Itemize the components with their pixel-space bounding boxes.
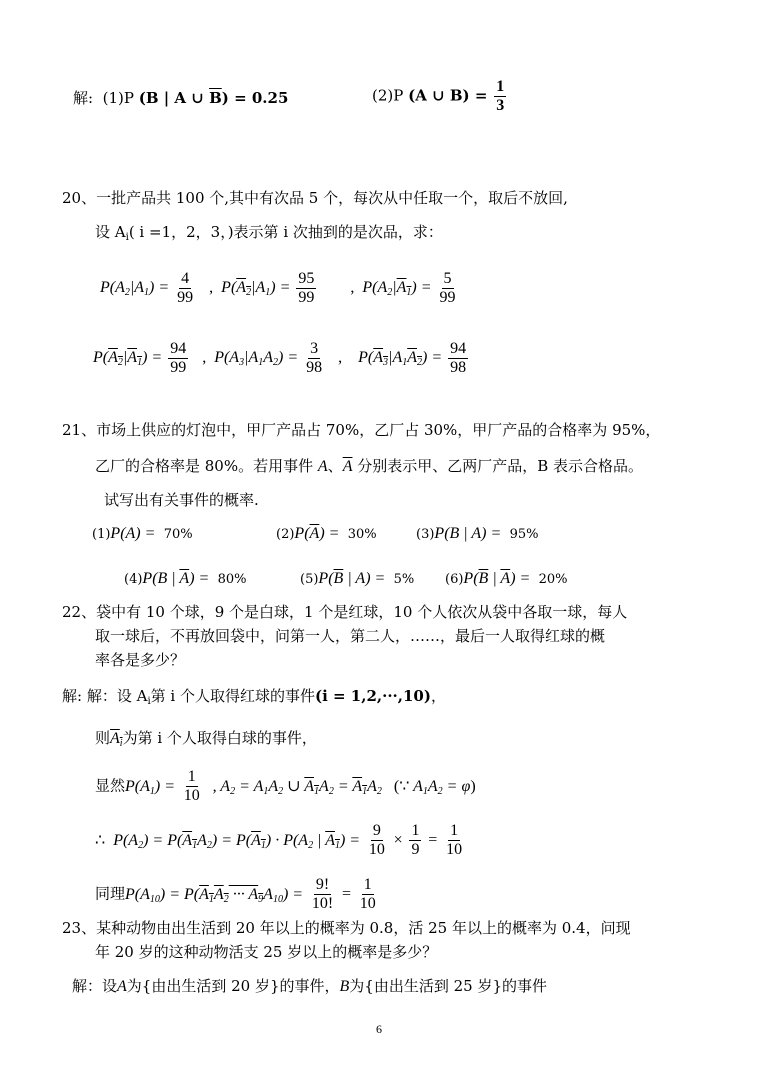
answer-part1-label: (1)P bbox=[102, 89, 134, 107]
q20-text-line2: 设 $A_i$( i =1，2，3，)表示第 i 次抽到的是次品，求： bbox=[95, 223, 443, 243]
fraction: $\frac{3}{98}$ bbox=[306, 340, 323, 376]
q22-text-line3: 率各是多少？ bbox=[95, 651, 186, 669]
answer-19-part2 bbox=[372, 78, 508, 115]
q21-text-line1: 21、市场上供应的灯泡中，甲厂产品占 70%，乙厂占 30%，甲厂产品的合格率为 95%， bbox=[62, 421, 661, 439]
q22-text-line1: 22、袋中有 10 个球，9 个是白球，1 个是红球，10 个人依次从袋中各取一球，每人 bbox=[62, 603, 628, 621]
q21-answer-row2: (4)P(B | $\overline{A}) = 80\%$ bbox=[124, 570, 247, 587]
answer-label: 解: bbox=[73, 89, 94, 107]
page-number: 6 bbox=[376, 1022, 382, 1036]
fraction: $\frac{4}{99}$ bbox=[177, 270, 194, 306]
q21-answer-row1c: (3)P(B | A) = 95% bbox=[416, 525, 539, 542]
q21-text-line3: 试写出有关事件的概率. bbox=[104, 491, 259, 509]
q21-answer-row2b: $(5)P(\overline{B}$ | A) = 5% bbox=[300, 570, 415, 587]
fraction: $\frac{95}{99}$ bbox=[298, 270, 315, 306]
fraction: $\frac{94}{98}$ bbox=[450, 340, 467, 376]
q20-text-line1: 20、一批产品共 100 个,其中有次品 5 个，每次从中任取一个，取后不放回, bbox=[62, 189, 568, 207]
fraction: $\frac{9}{10}$ bbox=[368, 822, 385, 858]
q20-formula-row1: $P(A_2|A_1)$ = $\frac{4}{99}$ , $P(A_2|A_1)$ = $\frac{95}{99}$ , $P(A_2|A_1)$ = $\frac{5}{99}$ bbox=[100, 270, 456, 306]
fraction-one-third: $\frac{1}{3}$ bbox=[496, 78, 505, 114]
fraction: $\frac{5}{99}$ bbox=[439, 270, 456, 306]
answer-part2-label: (2)P bbox=[372, 86, 404, 105]
q21-answer-row1: (1)P(A) = 70% bbox=[92, 525, 193, 542]
fraction: $\frac{9!}{10!}$ bbox=[311, 876, 334, 912]
q20-formula-row2: $P(A_2|A_1)$ = $\frac{94}{99}$ , $P(A_3|A_1A_2)$ = $\frac{3}{98}$ , $P(A_3|A_1A_2)$ = $\frac{94}{98}$ bbox=[93, 340, 467, 376]
q22-solution-line4: ∴ $P(A_2) = P(A_1A_2) = P(A_1) \cdot P(A_2$ | $A_1$) = $\frac{9}{10}$ × $\frac{1}{9}$ = $\frac{1}{10}$ bbox=[95, 822, 463, 858]
fraction: $\frac{94}{99}$ bbox=[170, 340, 187, 376]
fraction: $\frac{1}{10}$ bbox=[359, 876, 376, 912]
answer-part2-expr: (A ∪ B) = bbox=[408, 86, 488, 105]
fraction: $\frac{1}{10}$ bbox=[183, 768, 200, 804]
q22-solution-line1: 解: 解：设 $A_i$第 i 个人取得红球的事件(i = 1,2,···,10)， bbox=[62, 687, 446, 707]
q22-text-line2: 取一球后，不再放回袋中，问第一人，第二人，……，最后一人取得红球的概 bbox=[95, 627, 606, 645]
answer-part1-expr: (B | A ∪ $\overline{B}) = 0.25$ bbox=[138, 89, 289, 107]
q21-answer-row2c: $(6)P(\overline{B}$ | $\overline{A}) = 20\%$ bbox=[445, 570, 568, 587]
q23-text-line2: 年 20 岁的这种动物活支 25 岁以上的概率是多少？ bbox=[95, 943, 438, 961]
fraction: $\frac{1}{9}$ bbox=[411, 822, 420, 858]
q22-solution-line5: 同理$P(A_{10}) = P(A_1A_2$ ··· $A_9A_{10}$) = $\frac{9!}{10!}$ = $\frac{1}{10}$ bbox=[95, 876, 376, 912]
q21-text-line2: 乙厂的合格率是 80%。若用事件 A、$\overline{A}$ 分别表示甲、乙两厂产品，B 表示合格品。 bbox=[95, 457, 644, 475]
q23-solution: 解：设A为{由出生活到 20 岁}的事件，B为{由出生活到 25 岁}的事件 bbox=[72, 977, 548, 995]
fraction: $\frac{1}{10}$ bbox=[446, 822, 463, 858]
q21-answer-row1b: $(2)P(\overline{A}) = 30\%$ bbox=[276, 525, 377, 542]
q23-text-line1: 23、某种动物由出生活到 20 年以上的概率为 0.8，活 25 年以上的概率为 0.4，问现 bbox=[62, 919, 631, 937]
q22-solution-line3: 显然$P(A_1)$ = $\frac{1}{10}$ , $A_2 = A_1A_2$ ∪ $A_1A_2 = A_1A_2$ (∵ $A_1A_2 = \varphi$) bbox=[95, 768, 476, 804]
answer-19-line bbox=[73, 88, 288, 108]
q22-solution-line2: 则$A_i$为第 i 个人取得白球的事件， bbox=[95, 729, 317, 749]
